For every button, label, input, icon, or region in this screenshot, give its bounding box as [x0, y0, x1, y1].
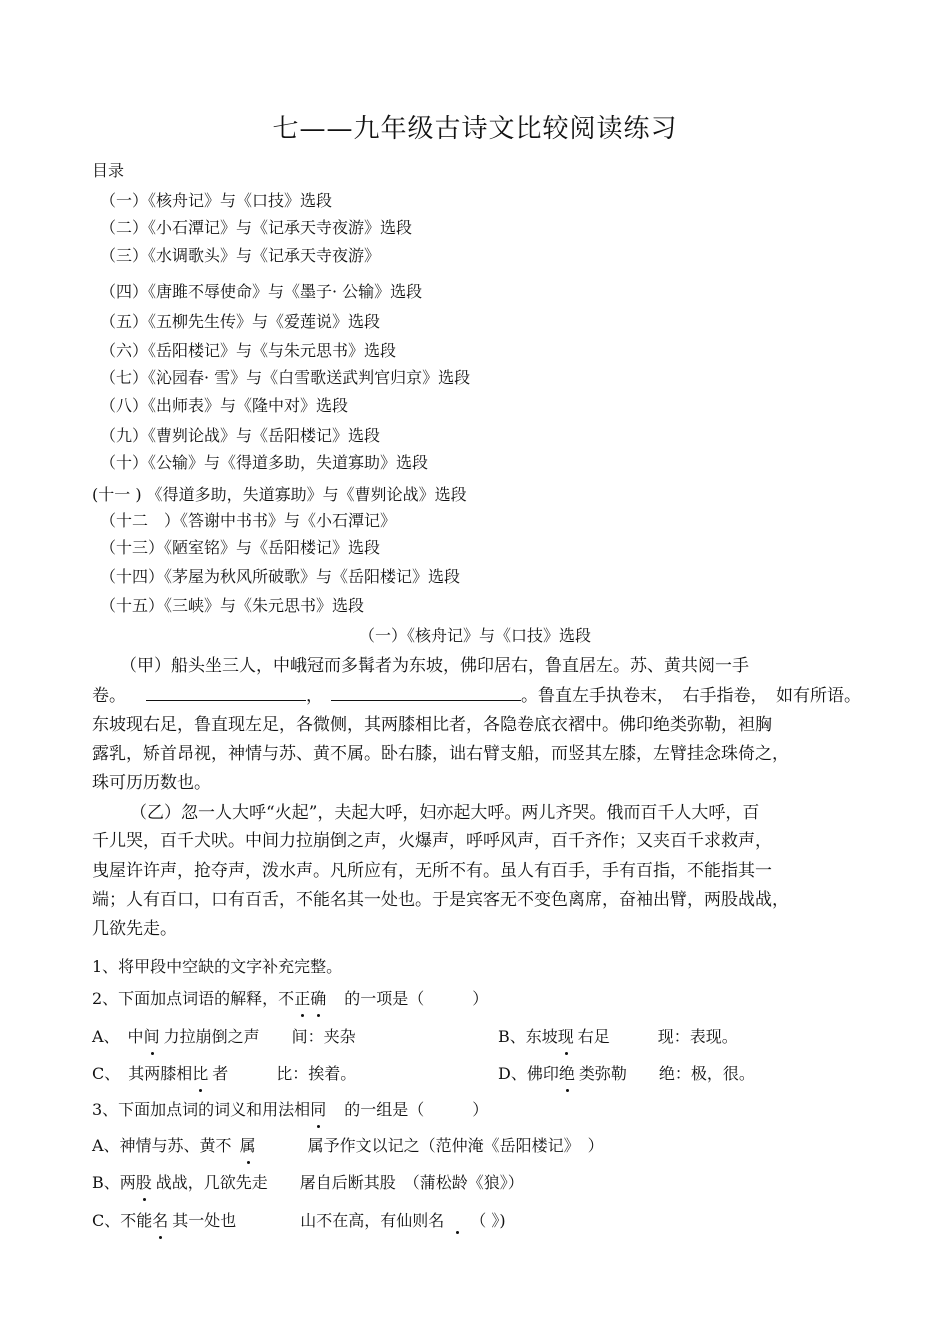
- toc-item: （十二 ）《答谢中书书》与《小石潭记》: [100, 511, 397, 530]
- option-text: （ 》): [470, 1211, 506, 1230]
- toc-item: （五）《五柳先生传》与《爱莲说》选段: [100, 312, 381, 331]
- dotted-char: 股: [136, 1170, 152, 1193]
- option-text: 战战，几欲先走 屠自后断其股 （蒲松龄《狼》）: [155, 1173, 524, 1192]
- dotted-char: 现: [558, 1024, 574, 1047]
- question-text: 2、下面加点词语的解释，不: [92, 989, 295, 1008]
- passage-line: 几欲先走。: [92, 919, 177, 939]
- option-text: 右足 现：表现。: [577, 1027, 738, 1046]
- dotted-char: 绝: [559, 1061, 575, 1084]
- toc-item: （二）《小石潭记》与《记承天寺夜游》选段: [100, 218, 413, 237]
- option-3a[interactable]: [92, 1133, 604, 1156]
- question-1: 1、将甲段中空缺的文字补充完整。: [92, 957, 343, 976]
- dotted-char: 名: [152, 1208, 168, 1231]
- passage-line: 千儿哭，百千犬吠。中间力拉崩倒之声，火爆声，呼呼风声，百千齐作；又夹百千求救声，: [92, 831, 772, 851]
- option-text: 力拉崩倒之声 间：夹杂: [163, 1027, 356, 1046]
- dotted-char: 间: [144, 1024, 160, 1047]
- question-3: [92, 1097, 488, 1120]
- toc-item: （八）《出师表》与《隆中对》选段: [100, 396, 349, 415]
- dotted-char: 确: [310, 986, 326, 1009]
- dotted-char: 比: [192, 1061, 208, 1084]
- passage-line: 露乳，矫首昂视，神情与苏、黄不属。卧右膝，诎右臂支船，而竖其左膝，左臂挂念珠倚之，: [92, 744, 789, 764]
- dotted-char: 属: [240, 1133, 256, 1156]
- option-text: C、不能: [92, 1211, 153, 1230]
- passage-line: 珠可历历数也。: [92, 773, 211, 793]
- toc-item: （一）《核舟记》与《口技》选段: [100, 191, 333, 210]
- toc-item: （六）《岳阳楼记》与《与朱元思书》选段: [100, 341, 397, 360]
- toc-item: （三）《水调歌头》与《记承天寺夜游》: [100, 246, 381, 265]
- question-2: [92, 986, 488, 1009]
- toc-item: （十四）《茅屋为秋风所破歌》与《岳阳楼记》选段: [100, 567, 461, 586]
- option-text: B、东坡: [498, 1027, 558, 1046]
- option-3b[interactable]: [92, 1170, 524, 1193]
- option-text: 属予作文以记之（范仲淹《岳阳楼记》 ）: [307, 1136, 604, 1155]
- toc-heading: 目录: [92, 161, 125, 180]
- passage-text: 。鲁直左手执卷末， 右手指卷， 如有所语。: [521, 686, 861, 706]
- question-text: 3、下面加点词的词义和用法相: [92, 1100, 311, 1119]
- passage-line: 曳屋许许声，抢夺声，泼水声。凡所应有，无所不有。虽人有百手，手有百指，不能指其一: [92, 861, 772, 881]
- option-text: 者 比：挨着。: [212, 1064, 357, 1083]
- fill-blank[interactable]: [331, 684, 521, 701]
- fill-blank[interactable]: [146, 684, 306, 701]
- option-3c[interactable]: [92, 1208, 506, 1231]
- toc-item: （九）《曹刿论战》与《岳阳楼记》选段: [100, 426, 381, 445]
- toc-item: (十一 ) 《得道多助，失道寡助》与《曹刿论战》选段: [92, 485, 467, 504]
- option-text: B、两: [92, 1173, 136, 1192]
- passage-text: 卷。: [92, 686, 126, 706]
- passage-line: [92, 681, 861, 706]
- option-text: C、 其两膝相: [92, 1064, 193, 1083]
- option-2b[interactable]: [498, 1024, 738, 1047]
- passage-line: （乙）忽一人大呼“火起”，夫起大呼，妇亦起大呼。两儿齐哭。俄而百千人大呼，百: [130, 803, 760, 823]
- option-2c[interactable]: [92, 1061, 356, 1084]
- toc-item: （十三）《陋室铭》与《岳阳楼记》选段: [100, 538, 381, 557]
- page-title: 七——九年级古诗文比较阅读练习: [272, 114, 678, 144]
- question-text: 的一项是（ ）: [344, 989, 489, 1008]
- toc-item: （十五）《三峡》与《朱元思书》选段: [100, 596, 365, 615]
- option-text: A、神情与苏、黄不: [92, 1136, 232, 1155]
- passage-text: ，: [306, 686, 323, 706]
- toc-item: （四）《唐雎不辱使命》与《墨子· 公输》选段: [100, 282, 423, 301]
- toc-item: （十）《公输》与《得道多助，失道寡助》选段: [100, 453, 429, 472]
- passage-line: （甲）船头坐三人，中峨冠而多髯者为东坡，佛印居右，鲁直居左。苏、黄共阅一手: [120, 656, 749, 676]
- passage-line: 东坡现右足，鲁直现左足，各微侧，其两膝相比者，各隐卷底衣褶中。佛印绝类弥勒，袒胸: [92, 715, 772, 735]
- dotted-char: 同: [310, 1097, 326, 1120]
- dotted-char: 正: [294, 986, 310, 1009]
- option-text: A、 中: [92, 1027, 144, 1046]
- option-2d[interactable]: [498, 1061, 755, 1084]
- option-text: D、佛印: [498, 1064, 559, 1083]
- option-text: 类弥勒 绝：极，很。: [578, 1064, 755, 1083]
- question-text: 的一组是（ ）: [344, 1100, 489, 1119]
- toc-item: （七）《沁园春· 雪》与《白雪歌送武判官归京》选段: [100, 368, 471, 387]
- passage-line: 端；人有百口，口有百舌，不能名其一处也。于是宾客无不变色离席，奋袖出臂，两股战战，: [92, 890, 789, 910]
- section-heading: （一）《核舟记》与《口技》选段: [358, 626, 591, 645]
- option-text: 其一处也 山不在高，有仙则名: [172, 1211, 445, 1230]
- option-2a[interactable]: [92, 1024, 356, 1047]
